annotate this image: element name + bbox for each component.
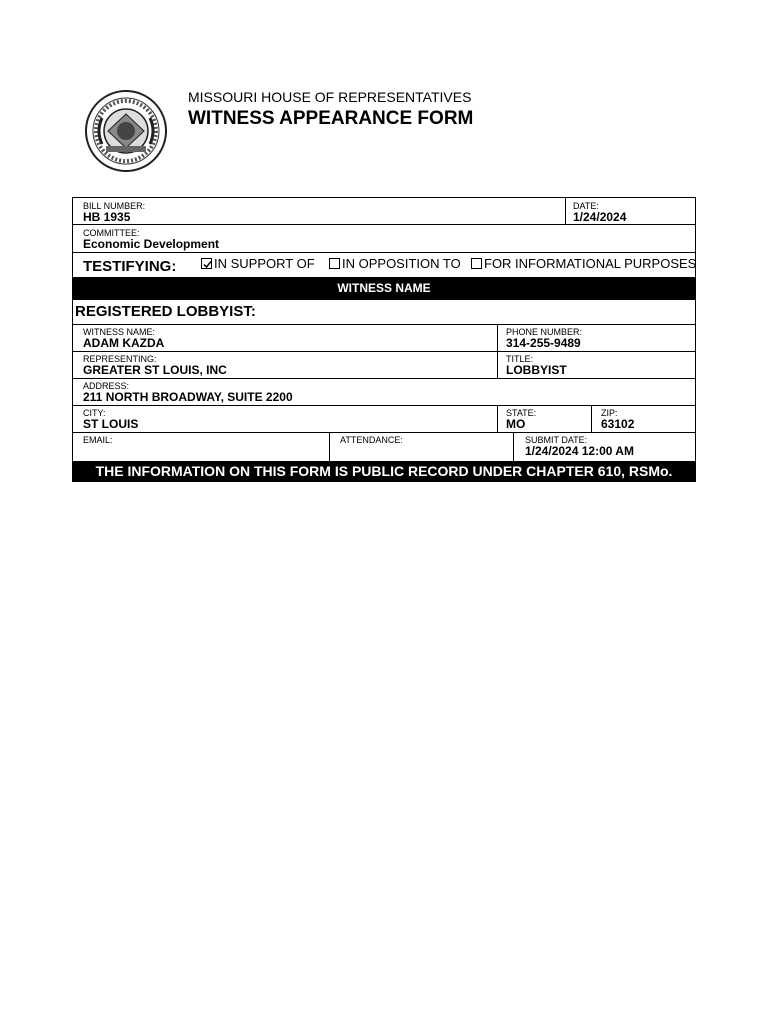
address-value: 211 NORTH BROADWAY, SUITE 2200	[83, 390, 293, 404]
public-record-notice: THE INFORMATION ON THIS FORM IS PUBLIC RECORD UNDER CHAPTER 610, RSMo.	[73, 461, 695, 482]
missouri-seal-icon	[84, 88, 168, 174]
divider	[513, 432, 514, 461]
testifying-label: TESTIFYING:	[83, 258, 177, 275]
option-opposition-label: IN OPPOSITION TO	[342, 256, 461, 271]
state-label: STATE:	[506, 408, 537, 418]
option-informational[interactable]	[471, 256, 696, 271]
checkbox-icon[interactable]	[329, 258, 340, 269]
org-name: MISSOURI HOUSE OF REPRESENTATIVES	[188, 89, 472, 105]
submit-date-value: 1/24/2024 12:00 AM	[525, 444, 634, 458]
checkbox-icon[interactable]	[471, 258, 482, 269]
phone-label: PHONE NUMBER:	[506, 327, 583, 337]
state-value: MO	[506, 417, 526, 431]
divider	[73, 432, 695, 433]
form-title: WITNESS APPEARANCE FORM	[188, 108, 474, 129]
checkbox-checked-icon[interactable]	[201, 258, 212, 269]
city-value: ST LOUIS	[83, 417, 139, 431]
title-value: LOBBYIST	[506, 363, 567, 377]
option-support[interactable]	[201, 256, 315, 271]
address-label: ADDRESS:	[83, 381, 130, 391]
divider	[73, 378, 695, 379]
divider	[73, 324, 695, 325]
submit-date-label: SUBMIT DATE:	[525, 435, 588, 445]
committee-label: COMMITTEE:	[83, 228, 140, 238]
divider	[73, 252, 695, 253]
bill-number-value: HB 1935	[83, 210, 131, 224]
option-opposition[interactable]	[329, 256, 461, 271]
zip-label: ZIP:	[601, 408, 618, 418]
divider	[497, 405, 498, 432]
bill-number-label: BILL NUMBER:	[83, 201, 146, 211]
committee-value: Economic Development	[83, 237, 220, 251]
zip-value: 63102	[601, 417, 635, 431]
title-label: TITLE:	[506, 354, 534, 364]
witness-form	[72, 197, 696, 482]
divider	[73, 224, 695, 225]
divider	[73, 405, 695, 406]
witness-name-band: WITNESS NAME	[73, 277, 695, 300]
city-label: CITY:	[83, 408, 106, 418]
option-support-label: IN SUPPORT OF	[214, 256, 315, 271]
divider	[591, 405, 592, 432]
date-value: 1/24/2024	[573, 210, 627, 224]
date-label: DATE:	[573, 201, 599, 211]
divider	[73, 351, 695, 352]
representing-label: REPRESENTING:	[83, 354, 157, 364]
attendance-label: ATTENDANCE:	[340, 435, 403, 445]
witness-name-label: WITNESS NAME:	[83, 327, 156, 337]
option-informational-label: FOR INFORMATIONAL PURPOSES	[484, 256, 697, 271]
phone-value: 314-255-9489	[506, 336, 581, 350]
divider	[329, 432, 330, 461]
representing-value: GREATER ST LOUIS, INC	[83, 363, 227, 377]
witness-name-value: ADAM KAZDA	[83, 336, 165, 350]
email-label: EMAIL:	[83, 435, 113, 445]
divider	[565, 198, 566, 224]
registered-lobbyist-label: REGISTERED LOBBYIST:	[75, 303, 256, 320]
